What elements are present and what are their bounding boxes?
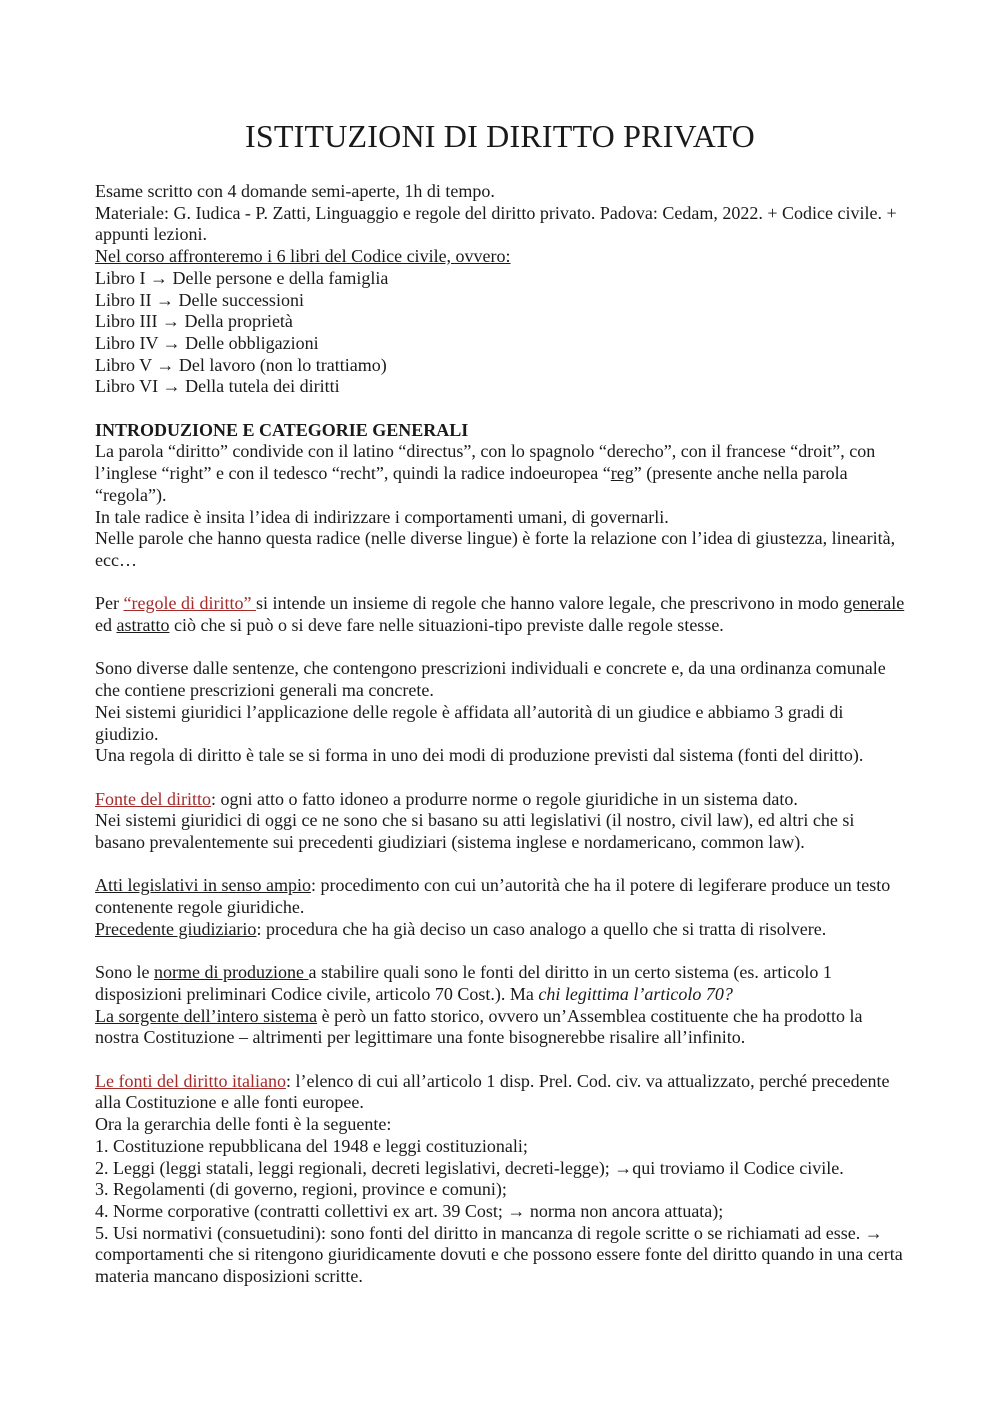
paragraph-etymology: La parola “diritto” condivide con il latino “directus”, con lo spagnolo “derecho”, con il francese “droit”, con l’inglese “right” e con il tedesco “recht”, quindi la radice indoeuropea “reg” (presente anche nella parola “regola”). (95, 441, 876, 505)
generale-term: generale (843, 593, 905, 614)
list-item: 1. Costituzione repubblicana del 1948 e leggi costituzionali; (95, 1135, 528, 1156)
materials-info: Materiale: G. Iudica - P. Zatti, Linguaggio e regole del diritto privato. Padova: Cedam, 2022. + Codice civile. + appunti lezioni. (95, 202, 897, 245)
norme-di-produzione-term: norme di produzione (154, 962, 309, 983)
list-item: 2. Leggi (leggi statali, leggi regionali, decreti legislativi, decreti-legge); →qui troviamo il Codice civile. (95, 1157, 844, 1178)
page-title: ISTITUZIONI DI DIRITTO PRIVATO (245, 118, 755, 154)
paragraph-precedente: Precedente giudiziario: procedura che ha già deciso un caso analogo a quello che si tratta di risolvere. (95, 918, 827, 939)
astratto-term: astratto (116, 615, 170, 636)
document-body (95, 181, 905, 1288)
paragraph-fonti: Le fonti del diritto italiano: l’elenco di cui all’articolo 1 disp. Prel. Cod. civ. va attualizzato, perché precedente alla Costituzione e alle fonti europee. (95, 1070, 890, 1113)
regole-di-diritto-term: “regole di diritto” (123, 593, 256, 614)
question-italic: chi legittima l’articolo 70? (538, 983, 733, 1004)
paragraph-sorgente: La sorgente dell’intero sistema è però un fatto storico, ovvero un’Assemblea costituente che ha prodotto la nostra Costituzione – altrimenti per legittimare una fonte bisognerebbe risalire all’infinito. (95, 1005, 863, 1048)
reg-term: reg (610, 463, 634, 484)
book-item: Libro VI → Della tutela dei diritti (95, 376, 340, 397)
paragraph: Sono diverse dalle sentenze, che contengono prescrizioni individuali e concrete e, da una ordinanza comunale che contiene prescrizioni generali ma concrete. (95, 658, 886, 701)
paragraph-regole: Per “regole di diritto” si intende un insieme di regole che hanno valore legale, che prescrivono in modo generale ed astratto ciò che si può o si deve fare nelle situazioni-tipo previste dalle regole stesse. (95, 593, 905, 636)
list-item: 4. Norme corporative (contratti collettivi ex art. 39 Cost; → norma non ancora attuata); (95, 1200, 724, 1221)
paragraph-fonte: Fonte del diritto: ogni atto o fatto idoneo a produrre norme o regole giuridiche in un sistema dato. (95, 788, 798, 809)
paragraph: In tale radice è insita l’idea di indirizzare i comportamenti umani, di governarli. (95, 506, 669, 527)
precedente-giudiziario-term: Precedente giudiziario (95, 918, 257, 939)
book-item: Libro IV → Delle obbligazioni (95, 332, 319, 353)
fonte-del-diritto-term: Fonte del diritto (95, 788, 211, 809)
book-item: Libro II → Delle successioni (95, 289, 304, 310)
book-item: Libro V → Del lavoro (non lo trattiamo) (95, 354, 387, 375)
list-item: 3. Regolamenti (di governo, regioni, province e comuni); (95, 1179, 507, 1200)
paragraph: Nei sistemi giuridici di oggi ce ne sono che si basano su atti legislativi (il nostro, civil law), ed altri che si basano prevalentemente sui precedenti giudiziari (sistema inglese e nordamericano, common law). (95, 810, 855, 853)
paragraph: Una regola di diritto è tale se si forma in uno dei modi di produzione previsti dal sistema (fonti del diritto). (95, 745, 864, 766)
atti-legislativi-term: Atti legislativi in senso ampio (95, 875, 311, 896)
book-item: Libro I → Delle persone e della famiglia (95, 267, 389, 288)
course-heading: Nel corso affronteremo i 6 libri del Codice civile, ovvero: (95, 246, 511, 267)
section-heading: INTRODUZIONE E CATEGORIE GENERALI (95, 419, 469, 440)
book-item: Libro III → Della proprietà (95, 311, 293, 332)
sorgente-term: La sorgente dell’intero sistema (95, 1005, 318, 1026)
paragraph: Ora la gerarchia delle fonti è la seguente: (95, 1114, 392, 1135)
paragraph: Nelle parole che hanno questa radice (nelle diverse lingue) è forte la relazione con l’idea di giustezza, linearità, ecc… (95, 528, 896, 570)
paragraph: Nei sistemi giuridici l’applicazione delle regole è affidata all’autorità di un giudice e abbiamo 3 gradi di giudizio. (95, 701, 844, 744)
fonti-diritto-italiano-term: Le fonti del diritto italiano (95, 1070, 286, 1091)
paragraph-norme: Sono le norme di produzione a stabilire quali sono le fonti del diritto in un certo sistema (es. articolo 1 disposizioni preliminari Codice civile, articolo 70 Cost.). Ma chi legittima l’articolo 70? (95, 962, 832, 1004)
list-item: 5. Usi normativi (consuetudini): sono fonti del diritto in mancanza di regole scritte o se richiamati ad esse. → comportamenti che si ritengono giuridicamente dovuti e che possono essere fonte del diritto quando in una certa materia mancano disposizioni scritte. (95, 1222, 903, 1287)
paragraph-atti: Atti legislativi in senso ampio: procedimento con cui un’autorità che ha il potere di legiferare produce un testo contenente regole giuridiche. (95, 875, 891, 918)
exam-info: Esame scritto con 4 domande semi-aperte, 1h di tempo. (95, 181, 495, 201)
